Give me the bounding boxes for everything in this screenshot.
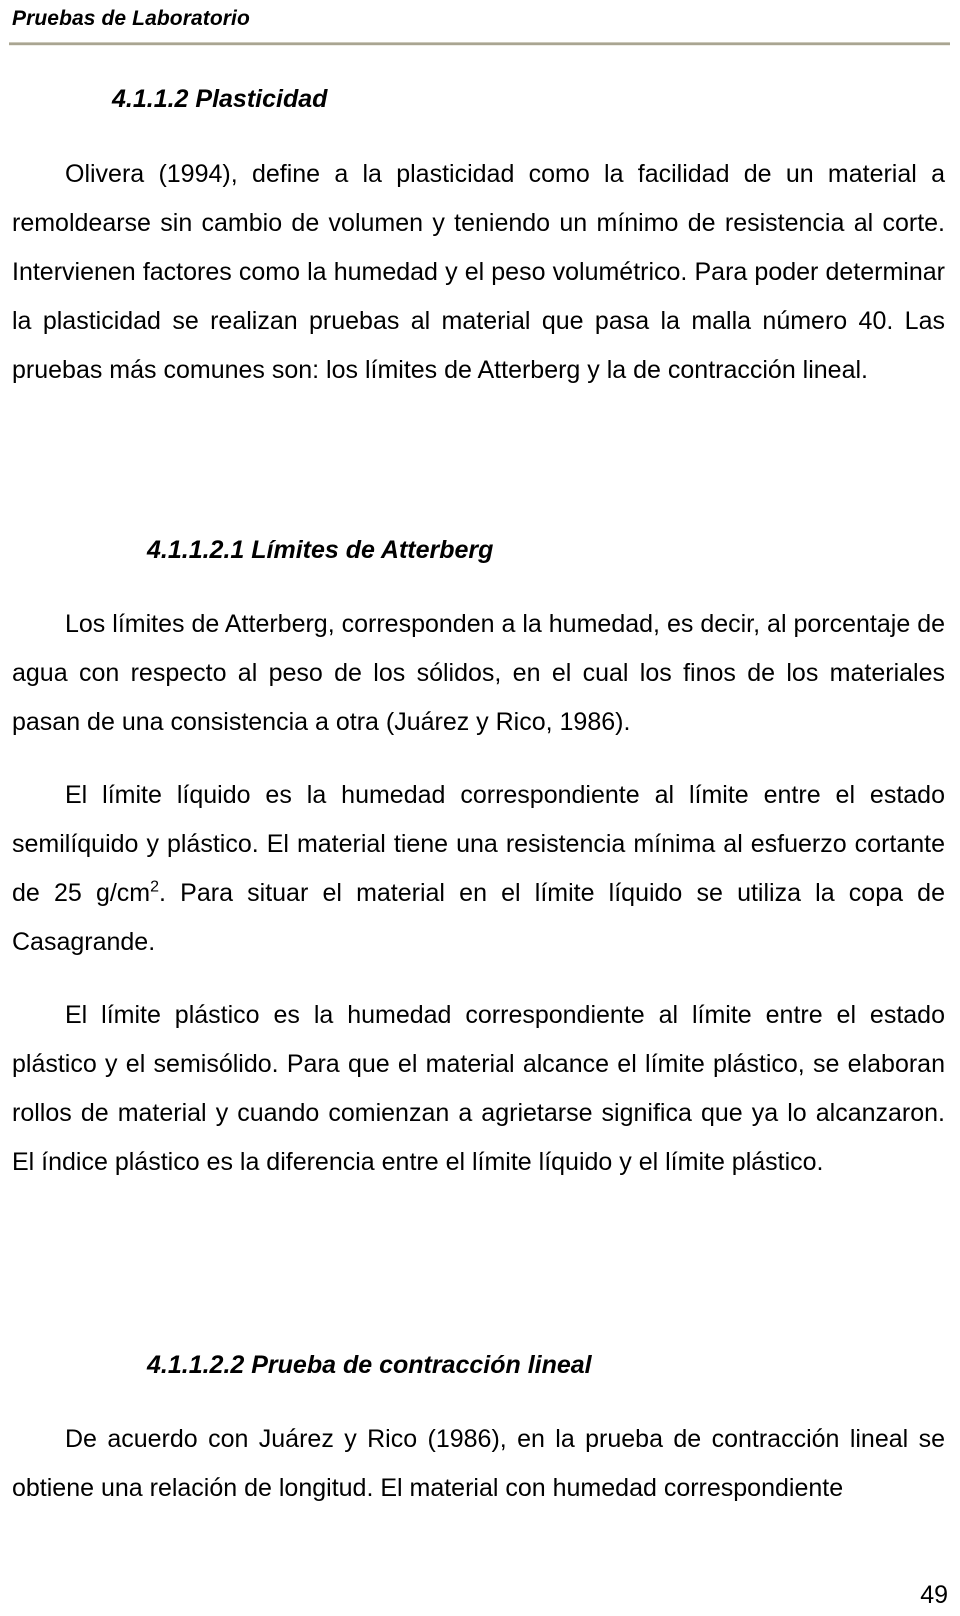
heading-contraccion-lineal: 4.1.1.2.2 Prueba de contracción lineal [147,1351,592,1379]
running-header-title: Pruebas de Laboratorio [12,7,250,30]
paragraph-contraccion-1: De acuerdo con Juárez y Rico (1986), en la prueba de contracción lineal se obtiene una relación de longitud. El material con humedad correspondiente [12,1425,945,1502]
paragraph-atterberg-2 [12,771,945,967]
document-body [12,0,945,1616]
paragraph-atterberg-1: Los límites de Atterberg, corresponden a la humedad, es decir, al porcentaje de agua con respecto al peso de los sólidos, en el cual los finos de los materiales pasan de una consistencia a otra (Juárez y Rico, 1986). [12,610,945,736]
paragraph-atterberg-2-part-b: . Para situar el material en el límite líquido se utiliza la copa de Casagrande. [12,879,945,956]
unit-exponent: 2 [150,878,160,896]
heading-plasticidad: 4.1.1.2 Plasticidad [112,85,328,113]
heading-limites-atterberg: 4.1.1.2.1 Límites de Atterberg [147,536,494,564]
paragraph-plasticidad-1: Olivera (1994), define a la plasticidad como la facilidad de un material a remoldearse sin cambio de volumen y teniendo un mínimo de resistencia al corte. Intervienen factores como la humedad y el peso volumétrico. Para poder determinar la plasticidad se realizan pruebas al material que pasa la malla número 40. Las pruebas más comunes son: los límites de Atterberg y la de contracción lineal. [12,160,945,384]
page-number: 49 [920,1581,948,1609]
paragraph-atterberg-3: El límite plástico es la humedad correspondiente al límite entre el estado plástico y el semisólido. Para que el material alcance el límite plástico, se elaboran rollos de material y cuando comienzan a agrietarse significa que ya lo alcanzaron. El índice plástico es la diferencia entre el límite líquido y el límite plástico. [12,1001,945,1176]
paragraph-atterberg-2-part-a: El límite líquido es la humedad correspondiente al límite entre el estado semilíquido y plástico. El material tiene una resistencia mínima al esfuerzo cortante de 25 g/cm [12,781,945,907]
